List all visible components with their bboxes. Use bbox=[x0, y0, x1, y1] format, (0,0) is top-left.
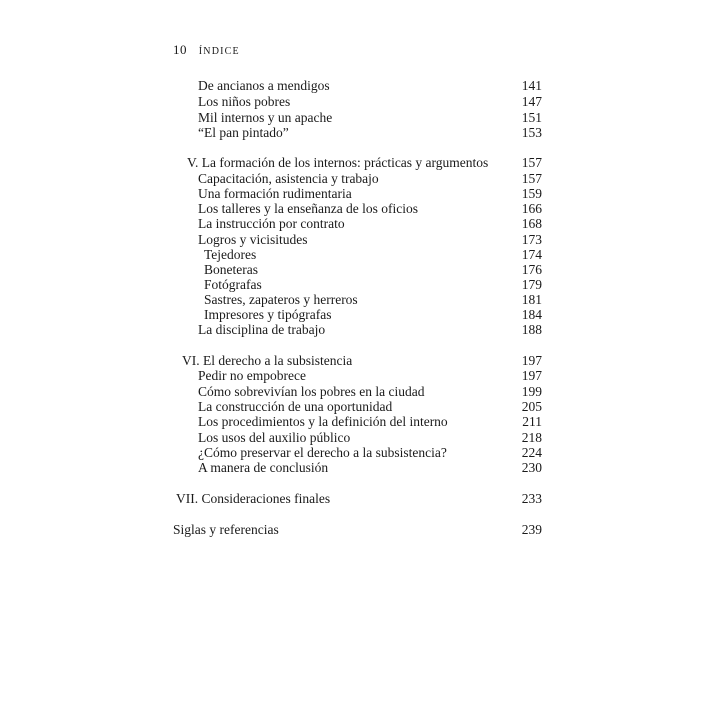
toc-entry bbox=[198, 125, 542, 141]
toc-subentry-label: Tejedores bbox=[204, 247, 257, 262]
toc-entry-label: Mil internos y un apache bbox=[198, 110, 333, 125]
toc-entry bbox=[198, 78, 542, 94]
toc-entry bbox=[198, 110, 542, 126]
toc-backmatter-page: 239 bbox=[521, 522, 542, 537]
toc-entry bbox=[198, 171, 542, 187]
toc-entry-label: Logros y vicisitudes bbox=[198, 232, 308, 247]
toc-entry-page: 199 bbox=[521, 384, 542, 399]
toc-entry-page: 218 bbox=[521, 430, 542, 445]
toc-subentry-label: Sastres, zapateros y herreros bbox=[204, 292, 358, 307]
toc-subentry-page: 176 bbox=[521, 262, 542, 277]
toc-chapter bbox=[182, 353, 542, 369]
toc-entry bbox=[198, 322, 542, 338]
toc-subentry bbox=[204, 307, 542, 323]
toc-entry-label: La instrucción por contrato bbox=[198, 216, 345, 231]
toc-entry-page: 168 bbox=[521, 216, 542, 231]
toc-entry bbox=[198, 201, 542, 217]
toc-subentry-page: 181 bbox=[521, 292, 542, 307]
toc-entry bbox=[198, 414, 542, 430]
toc-chapter-page: 197 bbox=[521, 353, 542, 368]
toc-entry-page: 166 bbox=[521, 201, 542, 216]
toc-backmatter-label: Siglas y referencias bbox=[173, 522, 279, 537]
toc-entry-page: 159 bbox=[521, 186, 542, 201]
toc-entry-label: La disciplina de trabajo bbox=[198, 322, 326, 337]
toc-entry-page: 153 bbox=[521, 125, 542, 140]
toc-entry-page: 151 bbox=[521, 110, 542, 125]
toc-subentry-label: Fotógrafas bbox=[204, 277, 262, 292]
toc-entry bbox=[198, 186, 542, 202]
toc-entry bbox=[198, 94, 542, 110]
toc-chapter-page: 233 bbox=[521, 491, 542, 506]
toc-entry-label: La construcción de una oportunidad bbox=[198, 399, 393, 414]
toc-chapter-label: VI. El derecho a la subsistencia bbox=[182, 353, 353, 368]
toc-entry bbox=[198, 399, 542, 415]
toc-entry-label: Una formación rudimentaria bbox=[198, 186, 352, 201]
toc-entry-label: Los usos del auxilio público bbox=[198, 430, 351, 445]
header-title: ÍNDICE bbox=[198, 46, 240, 57]
toc-entry bbox=[198, 384, 542, 400]
toc-entry-page: 141 bbox=[521, 78, 542, 93]
toc-entry bbox=[198, 430, 542, 446]
toc-entry-page: 230 bbox=[521, 460, 542, 475]
toc-entry-label: Cómo sobrevivían los pobres en la ciudad bbox=[198, 384, 425, 399]
toc-chapter bbox=[187, 155, 542, 171]
toc-entry-label: Capacitación, asistencia y trabajo bbox=[198, 171, 379, 186]
toc-entry-label: “El pan pintado” bbox=[198, 125, 289, 140]
toc-entry-label: Los procedimientos y la definición del interno bbox=[198, 414, 448, 429]
toc-subentry-label: Impresores y tipógrafas bbox=[204, 307, 332, 322]
toc-entry-page: 224 bbox=[521, 445, 542, 460]
toc-subentry-page: 174 bbox=[521, 247, 542, 262]
toc-subentry-page: 184 bbox=[521, 307, 542, 322]
toc-entry bbox=[198, 232, 542, 248]
toc-entry bbox=[198, 445, 542, 461]
toc-entry-label: Los talleres y la enseñanza de los oficios bbox=[198, 201, 419, 216]
toc-chapter-label: VII. Consideraciones finales bbox=[176, 491, 331, 506]
toc-entry bbox=[198, 216, 542, 232]
toc-entry bbox=[198, 460, 542, 476]
toc-chapter-page: 157 bbox=[521, 155, 542, 170]
toc-entry-label: Los niños pobres bbox=[198, 94, 291, 109]
toc-entry-page: 188 bbox=[521, 322, 542, 337]
toc-entry-label: Pedir no empobrece bbox=[198, 368, 306, 383]
toc-entry-page: 147 bbox=[521, 94, 542, 109]
toc-entry-page: 211 bbox=[522, 414, 542, 429]
toc-entry-label: ¿Cómo preservar el derecho a la subsistencia? bbox=[198, 445, 447, 460]
toc-subentry bbox=[204, 277, 542, 293]
toc-entry-page: 197 bbox=[521, 368, 542, 383]
toc-entry-page: 157 bbox=[521, 171, 542, 186]
toc-entry-page: 205 bbox=[521, 399, 542, 414]
toc-subentry-page: 179 bbox=[521, 277, 542, 292]
toc-backmatter bbox=[173, 522, 542, 538]
running-header bbox=[173, 42, 240, 58]
toc-entry-label: De ancianos a mendigos bbox=[198, 78, 330, 93]
toc-entry-label: A manera de conclusión bbox=[198, 460, 329, 475]
toc-entry bbox=[198, 368, 542, 384]
toc-chapter-label: V. La formación de los internos: prácticas y argumentos bbox=[187, 155, 489, 170]
toc-entry-page: 173 bbox=[521, 232, 542, 247]
toc-subentry bbox=[204, 247, 542, 263]
toc-subentry bbox=[204, 262, 542, 278]
page-number: 10 bbox=[173, 42, 187, 57]
toc-chapter bbox=[176, 491, 542, 507]
toc-subentry bbox=[204, 292, 542, 308]
toc-subentry-label: Boneteras bbox=[204, 262, 258, 277]
